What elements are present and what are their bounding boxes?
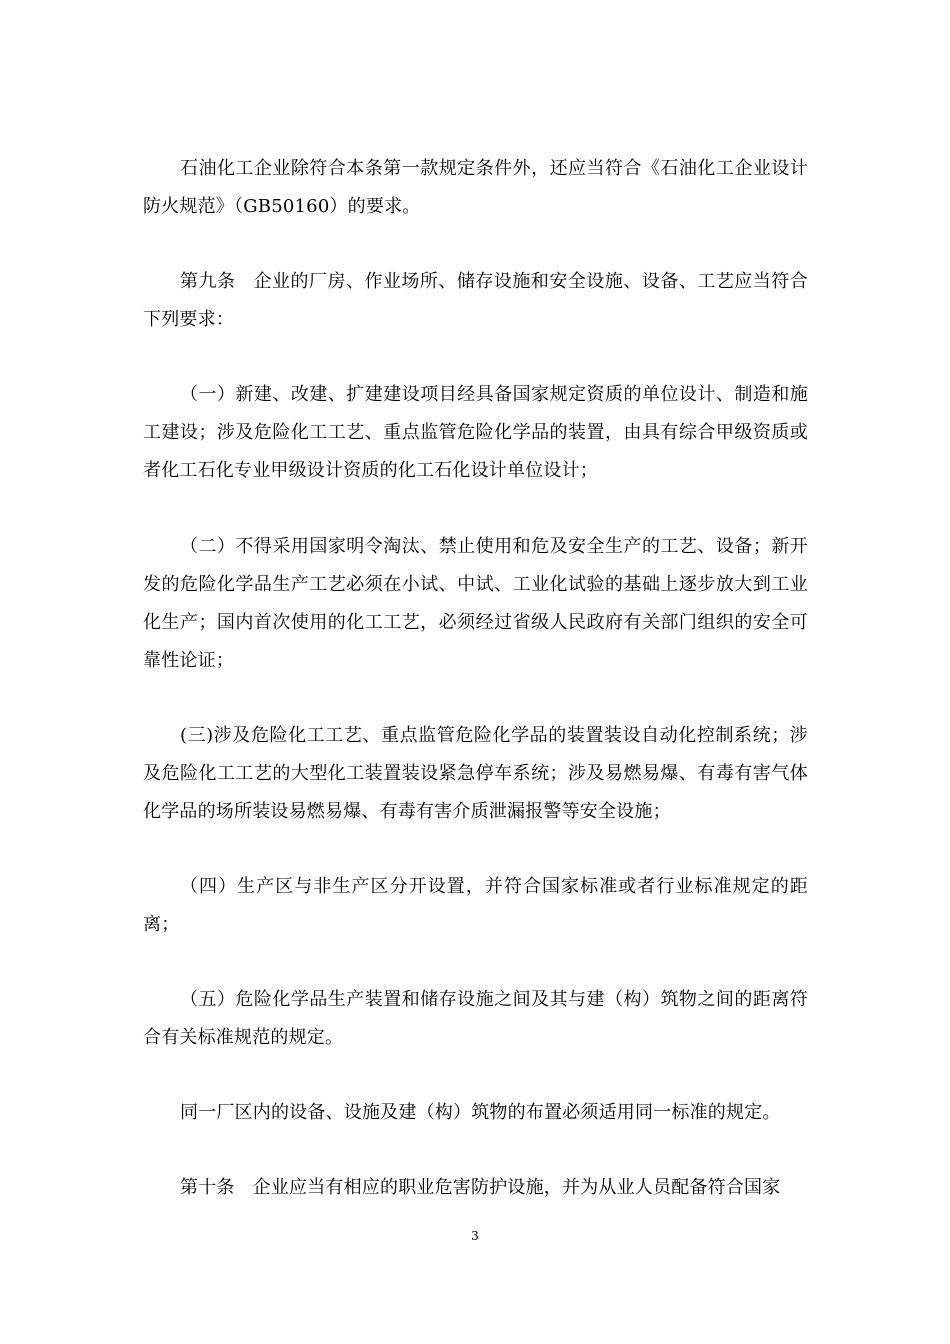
paragraph-item-4 [143,868,808,944]
paragraph-item-3 [143,717,808,831]
article-number: 第九条 [180,271,236,292]
paragraph-same-standard [143,1094,808,1132]
paragraph-text: （五）危险化学品生产装置和储存设施之间及其与建（构）筑物之间的距离符合有关标准规范的规定。 [143,989,808,1048]
paragraph-text: （二）不得采用国家明令淘汰、禁止使用和危及安全生产的工艺、设备；新开发的危险化学品生产工艺必须在小试、中试、工业化试验的基础上逐步放大到工业化生产；国内首次使用的化工工艺，必须经过省级人民政府有关部门组织的安全可靠性论证； [143,536,808,671]
paragraph-text: （四）生产区与非生产区分开设置，并符合国家标准或者行业标准规定的距离； [143,876,808,935]
paragraph-item-1 [143,376,808,490]
paragraph-text: 同一厂区内的设备、设施及建（构）筑物的布置必须适用同一标准的规定。 [180,1102,781,1123]
paragraph-item-2 [143,528,808,680]
paragraph-text: 石油化工企业除符合本条第一款规定条件外，还应当符合《石油化工企业设计防火规范》（GB50160）的要求。 [143,158,808,217]
page-number: 3 [471,1229,479,1243]
paragraph-text: (三)涉及危险化工工艺、重点监管危险化学品的装置装设自动化控制系统；涉及危险化工工艺的大型化工装置装设紧急停车系统；涉及易燃易爆、有毒有害气体化学品的场所装设易燃易爆、有毒有害介质泄漏报警等安全设施； [143,725,808,822]
paragraph-petrochemical-requirement [143,150,808,226]
paragraph-text: （一）新建、改建、扩建建设项目经具备国家规定资质的单位设计、制造和施工建设；涉及危险化工工艺、重点监管危险化学品的装置，由具有综合甲级资质或者化工石化专业甲级设计资质的化工石化设计单位设计； [143,384,808,481]
paragraph-text: 企业的厂房、作业场所、储存设施和安全设施、设备、工艺应当符合下列要求： [143,271,808,330]
article-number: 第十条 [180,1177,235,1198]
paragraph-text: 企业应当有相应的职业危害防护设施，并为从业人员配备符合国家 [252,1177,781,1198]
paragraph-article-9 [143,263,808,339]
paragraph-item-5 [143,981,808,1057]
paragraph-article-10 [143,1169,808,1207]
